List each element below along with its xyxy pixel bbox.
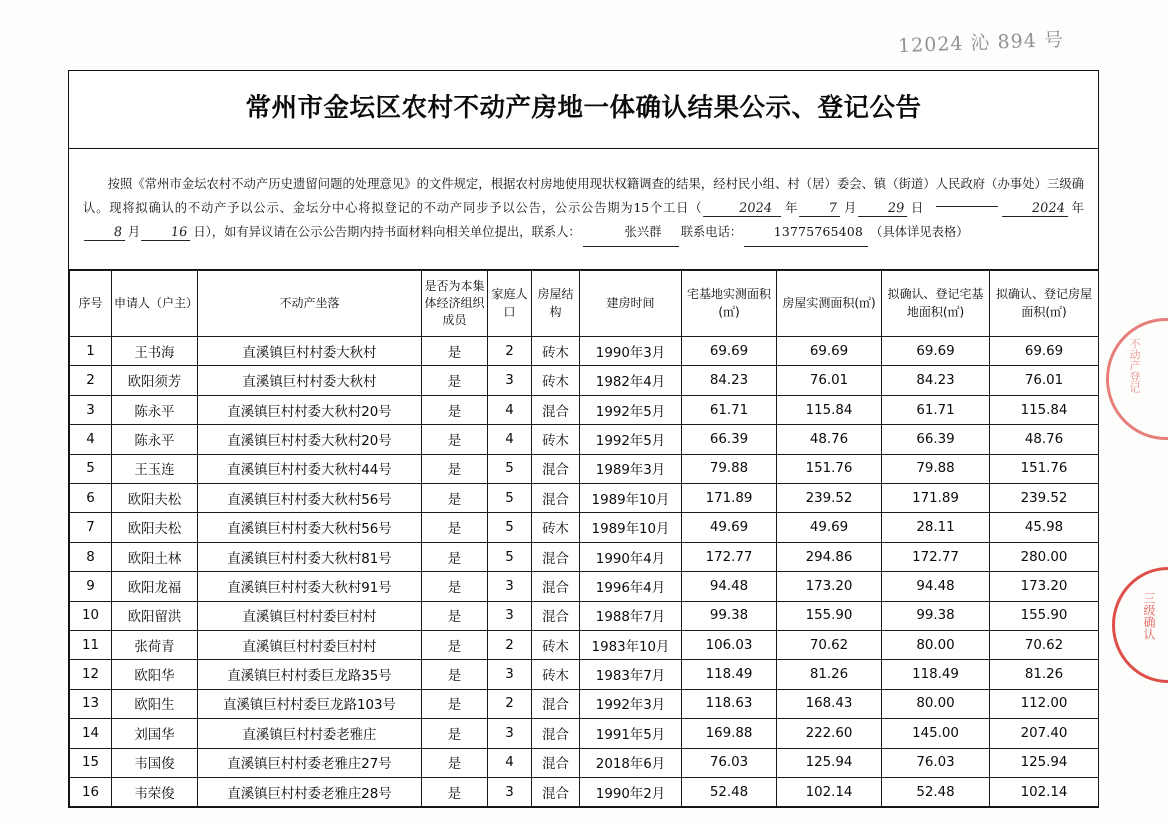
cell-household-size: 2 <box>488 337 532 366</box>
cell-household-size: 3 <box>488 572 532 601</box>
cell-applicant: 欧阳华 <box>112 660 198 689</box>
table-row <box>70 484 1099 513</box>
cell-applicant: 欧阳夫松 <box>112 513 198 542</box>
cell-house-measured: 222.60 <box>777 719 882 748</box>
cell-land-measured: 79.88 <box>682 454 777 483</box>
cell-land-measured: 169.88 <box>682 719 777 748</box>
cell-location: 直溪镇巨村村委大秋村 <box>198 366 422 395</box>
publicity-end-year: 2024 <box>1002 202 1070 217</box>
cell-index: 8 <box>70 542 112 571</box>
cell-is-member: 是 <box>422 748 488 777</box>
label-year-1: 年 <box>784 200 799 215</box>
cell-applicant: 陈永平 <box>112 425 198 454</box>
cell-location: 直溪镇巨村村委巨村村 <box>198 601 422 630</box>
cell-location: 直溪镇巨村村委大秋村20号 <box>198 395 422 424</box>
cell-structure: 混合 <box>532 601 580 630</box>
cell-household-size: 2 <box>488 631 532 660</box>
cell-household-size: 3 <box>488 719 532 748</box>
cell-structure: 砖木 <box>532 425 580 454</box>
cell-structure: 混合 <box>532 572 580 601</box>
cell-index: 12 <box>70 660 112 689</box>
cell-applicant: 欧阳土林 <box>112 542 198 571</box>
column-header-house-registered: 拟确认、登记房屋面积(㎡) <box>990 271 1099 337</box>
cell-location: 直溪镇巨村村委大秋村44号 <box>198 454 422 483</box>
cell-house-measured: 155.90 <box>777 601 882 630</box>
table-row <box>70 689 1099 718</box>
column-header-land-registered: 拟确认、登记宅基地面积(㎡) <box>882 271 990 337</box>
cell-location: 直溪镇巨村村委大秋村56号 <box>198 484 422 513</box>
official-seal-bottom-text: 三级确认 <box>1142 592 1156 640</box>
publicity-start-day: 29 <box>858 202 909 217</box>
cell-structure: 混合 <box>532 454 580 483</box>
cell-house-registered: 125.94 <box>990 748 1099 777</box>
cell-is-member: 是 <box>422 542 488 571</box>
column-header-index: 序号 <box>70 271 112 337</box>
cell-land-measured: 106.03 <box>682 631 777 660</box>
table-row <box>70 395 1099 424</box>
label-month-1: 月 <box>843 200 858 215</box>
cell-applicant: 欧阳留洪 <box>112 601 198 630</box>
cell-location: 直溪镇巨村村委巨龙路35号 <box>198 660 422 689</box>
cell-land-measured: 118.49 <box>682 660 777 689</box>
cell-location: 直溪镇巨村村委大秋村81号 <box>198 542 422 571</box>
handwritten-file-number: 12024 沁 894 号 <box>897 28 1065 58</box>
cell-house-registered: 280.00 <box>990 542 1099 571</box>
cell-house-measured: 239.52 <box>777 484 882 513</box>
cell-land-registered: 145.00 <box>882 719 990 748</box>
cell-index: 7 <box>70 513 112 542</box>
cell-build-date: 1989年10月 <box>580 513 682 542</box>
cell-house-registered: 155.90 <box>990 601 1099 630</box>
cell-applicant: 王书海 <box>112 337 198 366</box>
cell-land-registered: 118.49 <box>882 660 990 689</box>
intro-text-segment-2: 日），如有异议请在公示公告期内持书面材料向相关单位提出，联系人： <box>193 224 581 239</box>
cell-location: 直溪镇巨村村委巨村村 <box>198 631 422 660</box>
cell-house-measured: 70.62 <box>777 631 882 660</box>
table-body <box>70 337 1099 807</box>
cell-structure: 混合 <box>532 689 580 718</box>
contact-person-name: 张兴群 <box>583 221 679 247</box>
cell-index: 16 <box>70 777 112 806</box>
cell-build-date: 1988年7月 <box>580 601 682 630</box>
cell-land-measured: 99.38 <box>682 601 777 630</box>
cell-is-member: 是 <box>422 777 488 806</box>
cell-structure: 砖木 <box>532 631 580 660</box>
cell-household-size: 5 <box>488 454 532 483</box>
cell-build-date: 1983年10月 <box>580 631 682 660</box>
cell-land-measured: 118.63 <box>682 689 777 718</box>
cell-index: 3 <box>70 395 112 424</box>
cell-household-size: 2 <box>488 689 532 718</box>
cell-is-member: 是 <box>422 513 488 542</box>
cell-house-registered: 81.26 <box>990 660 1099 689</box>
cell-is-member: 是 <box>422 689 488 718</box>
cell-location: 直溪镇巨村村委大秋村91号 <box>198 572 422 601</box>
cell-structure: 混合 <box>532 395 580 424</box>
table-header <box>70 271 1099 337</box>
page-title: 常州市金坛区农村不动产房地一体确认结果公示、登记公告 <box>245 93 922 123</box>
cell-structure: 砖木 <box>532 660 580 689</box>
label-day-1: 日 <box>910 200 925 215</box>
cell-is-member: 是 <box>422 454 488 483</box>
table-row <box>70 631 1099 660</box>
cell-land-registered: 76.03 <box>882 748 990 777</box>
table-row <box>70 513 1099 542</box>
table-row <box>70 337 1099 366</box>
cell-is-member: 是 <box>422 425 488 454</box>
cell-house-registered: 102.14 <box>990 777 1099 806</box>
cell-location: 直溪镇巨村村委巨龙路103号 <box>198 689 422 718</box>
cell-applicant: 欧阳须芳 <box>112 366 198 395</box>
cell-house-measured: 49.69 <box>777 513 882 542</box>
cell-index: 1 <box>70 337 112 366</box>
cell-land-measured: 69.69 <box>682 337 777 366</box>
column-header-household-size: 家庭人口 <box>488 271 532 337</box>
cell-index: 9 <box>70 572 112 601</box>
table-row <box>70 366 1099 395</box>
cell-is-member: 是 <box>422 719 488 748</box>
cell-index: 11 <box>70 631 112 660</box>
cell-house-measured: 168.43 <box>777 689 882 718</box>
cell-house-registered: 112.00 <box>990 689 1099 718</box>
cell-house-registered: 173.20 <box>990 572 1099 601</box>
date-range-dash <box>936 206 998 207</box>
cell-house-registered: 45.98 <box>990 513 1099 542</box>
cell-house-registered: 69.69 <box>990 337 1099 366</box>
cell-land-registered: 99.38 <box>882 601 990 630</box>
cell-index: 4 <box>70 425 112 454</box>
cell-location: 直溪镇巨村村委大秋村20号 <box>198 425 422 454</box>
cell-land-registered: 80.00 <box>882 631 990 660</box>
column-header-house-measured: 房屋实测面积(㎡) <box>777 271 882 337</box>
cell-house-measured: 69.69 <box>777 337 882 366</box>
cell-index: 10 <box>70 601 112 630</box>
column-header-location: 不动产坐落 <box>198 271 422 337</box>
table-row <box>70 542 1099 571</box>
cell-house-registered: 151.76 <box>990 454 1099 483</box>
cell-house-registered: 76.01 <box>990 366 1099 395</box>
cell-is-member: 是 <box>422 601 488 630</box>
cell-house-registered: 70.62 <box>990 631 1099 660</box>
property-confirmation-table <box>69 270 1099 807</box>
cell-build-date: 1982年4月 <box>580 366 682 395</box>
cell-build-date: 1989年3月 <box>580 454 682 483</box>
cell-land-measured: 52.48 <box>682 777 777 806</box>
official-seal-top-text: 不动产登记 <box>1127 338 1141 393</box>
cell-land-measured: 84.23 <box>682 366 777 395</box>
cell-house-measured: 81.26 <box>777 660 882 689</box>
table-row <box>70 748 1099 777</box>
cell-location: 直溪镇巨村村委老雅庄 <box>198 719 422 748</box>
intro-band <box>69 149 1098 271</box>
cell-land-registered: 66.39 <box>882 425 990 454</box>
cell-applicant: 陈永平 <box>112 395 198 424</box>
cell-house-measured: 151.76 <box>777 454 882 483</box>
cell-applicant: 刘国华 <box>112 719 198 748</box>
cell-house-registered: 115.84 <box>990 395 1099 424</box>
cell-index: 15 <box>70 748 112 777</box>
cell-house-measured: 173.20 <box>777 572 882 601</box>
cell-land-registered: 171.89 <box>882 484 990 513</box>
cell-index: 13 <box>70 689 112 718</box>
intro-text-segment-3: （具体详见表格） <box>870 224 969 239</box>
cell-structure: 砖木 <box>532 513 580 542</box>
cell-house-registered: 207.40 <box>990 719 1099 748</box>
cell-structure: 混合 <box>532 777 580 806</box>
cell-applicant: 张荷青 <box>112 631 198 660</box>
cell-build-date: 2018年6月 <box>580 748 682 777</box>
column-header-build-date: 建房时间 <box>580 271 682 337</box>
cell-house-measured: 76.01 <box>777 366 882 395</box>
table-row <box>70 719 1099 748</box>
cell-build-date: 1990年3月 <box>580 337 682 366</box>
label-year-2: 年 <box>1070 200 1084 215</box>
cell-build-date: 1996年4月 <box>580 572 682 601</box>
cell-build-date: 1989年10月 <box>580 484 682 513</box>
cell-land-measured: 172.77 <box>682 542 777 571</box>
label-month-2: 月 <box>127 224 141 239</box>
cell-applicant: 欧阳龙福 <box>112 572 198 601</box>
cell-household-size: 5 <box>488 484 532 513</box>
cell-applicant: 王玉连 <box>112 454 198 483</box>
cell-land-measured: 94.48 <box>682 572 777 601</box>
cell-index: 5 <box>70 454 112 483</box>
cell-land-registered: 79.88 <box>882 454 990 483</box>
cell-land-registered: 28.11 <box>882 513 990 542</box>
cell-is-member: 是 <box>422 337 488 366</box>
cell-land-measured: 76.03 <box>682 748 777 777</box>
cell-structure: 混合 <box>532 542 580 571</box>
cell-household-size: 5 <box>488 513 532 542</box>
cell-location: 直溪镇巨村村委老雅庄27号 <box>198 748 422 777</box>
cell-land-measured: 61.71 <box>682 395 777 424</box>
publicity-end-month: 8 <box>84 226 127 241</box>
cell-land-registered: 69.69 <box>882 337 990 366</box>
cell-is-member: 是 <box>422 572 488 601</box>
table-row <box>70 425 1099 454</box>
cell-is-member: 是 <box>422 484 488 513</box>
publicity-start-year: 2024 <box>703 202 783 217</box>
publicity-start-month: 7 <box>799 202 842 217</box>
cell-location: 直溪镇巨村村委老雅庄28号 <box>198 777 422 806</box>
cell-build-date: 1990年4月 <box>580 542 682 571</box>
cell-land-registered: 61.71 <box>882 395 990 424</box>
cell-applicant: 韦国俊 <box>112 748 198 777</box>
table-header-row <box>70 271 1099 337</box>
intro-text-segment-1: 按照《常州市金坛农村不动产历史遗留问题的处理意见》的文件规定，根据农村房地使用现状权籍调查的结果，经村民小组、村（居）委会、镇（街道）人民政府（办事处）三级确认。现将拟确认的不动产予以公示、金坛分中心将拟登记的不动产同步予以公告，公示公告期为15个工日（ <box>83 176 1084 215</box>
notice-document <box>68 70 1099 808</box>
cell-index: 2 <box>70 366 112 395</box>
cell-household-size: 3 <box>488 366 532 395</box>
table-row <box>70 777 1099 806</box>
cell-land-registered: 94.48 <box>882 572 990 601</box>
table-row <box>70 660 1099 689</box>
publicity-end-day: 16 <box>141 226 192 241</box>
table-row <box>70 572 1099 601</box>
cell-household-size: 3 <box>488 601 532 630</box>
cell-build-date: 1992年3月 <box>580 689 682 718</box>
cell-is-member: 是 <box>422 366 488 395</box>
intro-paragraph <box>83 173 1084 247</box>
column-header-applicant: 申请人（户主） <box>112 271 198 337</box>
cell-is-member: 是 <box>422 395 488 424</box>
cell-applicant: 韦荣俊 <box>112 777 198 806</box>
cell-build-date: 1992年5月 <box>580 395 682 424</box>
cell-household-size: 4 <box>488 748 532 777</box>
column-header-is-member: 是否为本集体经济组织成员 <box>422 271 488 337</box>
cell-house-measured: 48.76 <box>777 425 882 454</box>
cell-applicant: 欧阳生 <box>112 689 198 718</box>
cell-index: 6 <box>70 484 112 513</box>
cell-structure: 砖木 <box>532 366 580 395</box>
cell-house-registered: 239.52 <box>990 484 1099 513</box>
cell-household-size: 4 <box>488 395 532 424</box>
cell-build-date: 1991年5月 <box>580 719 682 748</box>
column-header-structure: 房屋结构 <box>532 271 580 337</box>
cell-location: 直溪镇巨村村委大秋村56号 <box>198 513 422 542</box>
cell-is-member: 是 <box>422 660 488 689</box>
table-row <box>70 454 1099 483</box>
cell-location: 直溪镇巨村村委大秋村 <box>198 337 422 366</box>
label-telephone: 联系电话： <box>680 224 743 239</box>
cell-build-date: 1992年5月 <box>580 425 682 454</box>
title-band <box>69 71 1098 149</box>
cell-applicant: 欧阳夫松 <box>112 484 198 513</box>
cell-land-measured: 66.39 <box>682 425 777 454</box>
cell-structure: 混合 <box>532 748 580 777</box>
cell-house-measured: 115.84 <box>777 395 882 424</box>
cell-land-registered: 84.23 <box>882 366 990 395</box>
cell-household-size: 3 <box>488 660 532 689</box>
cell-is-member: 是 <box>422 631 488 660</box>
table-row <box>70 601 1099 630</box>
cell-structure: 砖木 <box>532 337 580 366</box>
cell-build-date: 1990年2月 <box>580 777 682 806</box>
cell-structure: 混合 <box>532 484 580 513</box>
cell-index: 14 <box>70 719 112 748</box>
cell-land-registered: 80.00 <box>882 689 990 718</box>
column-header-land-measured: 宅基地实测面积(㎡) <box>682 271 777 337</box>
cell-house-registered: 48.76 <box>990 425 1099 454</box>
cell-house-measured: 294.86 <box>777 542 882 571</box>
contact-telephone: 13775765408 <box>744 221 868 247</box>
cell-land-measured: 49.69 <box>682 513 777 542</box>
cell-household-size: 5 <box>488 542 532 571</box>
cell-land-registered: 172.77 <box>882 542 990 571</box>
cell-land-registered: 52.48 <box>882 777 990 806</box>
cell-structure: 混合 <box>532 719 580 748</box>
cell-household-size: 3 <box>488 777 532 806</box>
cell-build-date: 1983年7月 <box>580 660 682 689</box>
cell-house-measured: 125.94 <box>777 748 882 777</box>
cell-land-measured: 171.89 <box>682 484 777 513</box>
cell-house-measured: 102.14 <box>777 777 882 806</box>
cell-household-size: 4 <box>488 425 532 454</box>
